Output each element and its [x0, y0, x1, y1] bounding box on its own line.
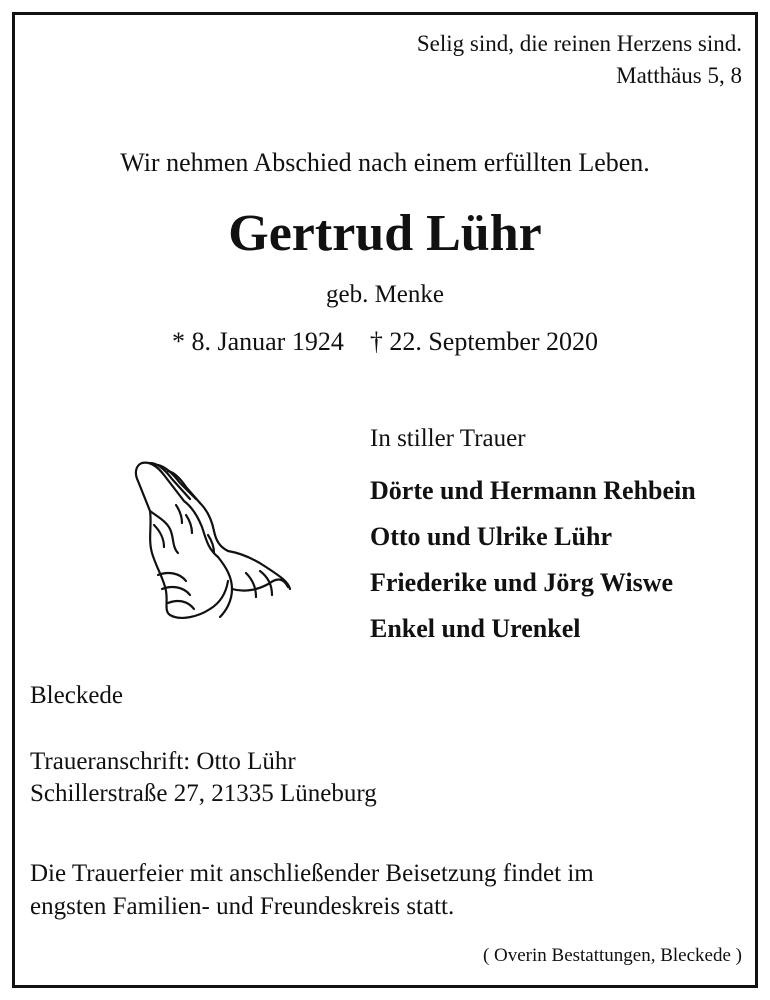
maiden-name: geb. Menke — [325, 281, 445, 308]
address-line-street: Schillerstraße 27, 21335 Lüneburg — [30, 780, 377, 807]
address-line-contact: Traueranschrift: Otto Lühr — [30, 748, 296, 775]
mourner-name: Dörte und Hermann Rehbein — [370, 476, 696, 505]
undertaker-credit: ( Overin Bestattungen, Bleckede ) — [482, 945, 742, 966]
mourner-name: Friederike und Jörg Wiswe — [370, 568, 674, 597]
deceased-name: Gertrud Lühr — [228, 205, 542, 262]
funeral-service-note — [30, 857, 594, 923]
verse-text: Selig sind, die reinen Herzens sind. — [416, 31, 742, 56]
service-line: engsten Familien- und Freundeskreis statt. — [30, 893, 455, 920]
praying-hands-icon — [128, 455, 294, 625]
service-line: Die Trauerfeier mit anschließender Beisetzung findet im — [30, 860, 594, 887]
intro-text: Wir nehmen Abschied nach einem erfüllten Leben. — [120, 148, 650, 177]
mourning-address — [30, 746, 377, 810]
mourner-name: Enkel und Urenkel — [370, 614, 581, 643]
mourners-intro: In stiller Trauer — [370, 425, 526, 452]
life-dates — [0, 325, 770, 359]
verse-reference: Matthäus 5, 8 — [616, 63, 742, 88]
mourners-list — [370, 422, 696, 652]
birth-date: * 8. Januar 1924 — [171, 327, 344, 356]
bible-verse — [417, 28, 742, 92]
place-name: Bleckede — [30, 682, 124, 709]
death-date: † 22. September 2020 — [369, 327, 599, 356]
mourner-name: Otto und Ulrike Lühr — [370, 522, 612, 551]
